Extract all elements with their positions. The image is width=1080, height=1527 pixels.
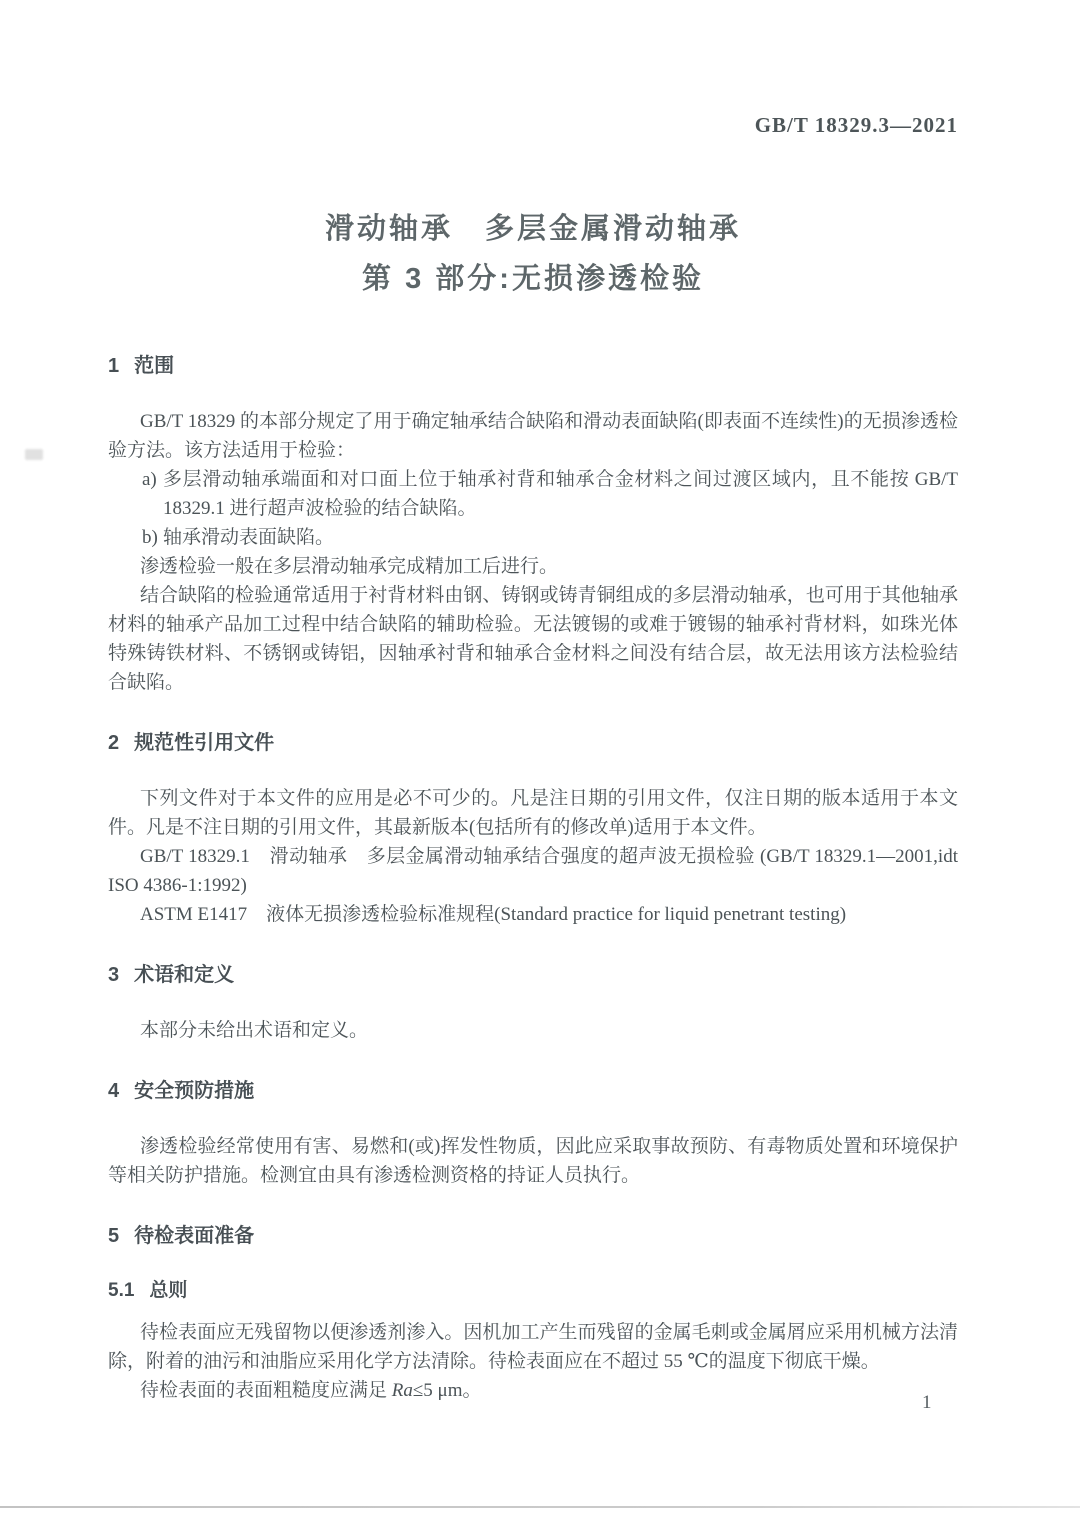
section-normative-references xyxy=(108,730,958,929)
surface-cleaning-paragraph: 待检表面应无残留物以便渗透剂渗入。因机加工产生而残留的金属毛刺或金属屑应采用机械方法清除，附着的油污和油脂应采用化学方法清除。待检表面应在不超过 55 ℃的温度下彻底干燥。 xyxy=(108,1322,958,1372)
section-number: 1 xyxy=(108,355,120,377)
scope-list-item-b xyxy=(108,523,958,552)
list-text-b: 轴承滑动表面缺陷。 xyxy=(163,527,335,548)
section-heading-scope xyxy=(108,353,958,379)
section-title: 安全预防措施 xyxy=(134,1080,255,1102)
section-number: 4 xyxy=(108,1080,120,1102)
section-title: 待检表面准备 xyxy=(134,1225,255,1247)
section-heading-terms xyxy=(108,962,958,988)
section-safety-precautions xyxy=(108,1078,958,1190)
document-title xyxy=(108,204,958,304)
reference-entry-gbt18329-1: GB/T 18329.1 滑动轴承 多层金属滑动轴承结合强度的超声波无损检验 (GB/T 18329.1—2001,idt ISO 4386-1:1992) xyxy=(108,846,958,896)
scope-list-item-a xyxy=(108,465,958,523)
section-number: 2 xyxy=(108,732,120,754)
section-title: 规范性引用文件 xyxy=(134,732,275,754)
roughness-text-prefix: 待检表面的表面粗糙度应满足 xyxy=(140,1380,392,1401)
roughness-variable: Ra xyxy=(391,1380,413,1401)
section-title: 术语和定义 xyxy=(134,964,235,986)
section-surface-preparation xyxy=(108,1223,958,1405)
list-marker-b: b) xyxy=(142,527,158,548)
section-scope xyxy=(108,353,958,697)
section-number: 3 xyxy=(108,964,120,986)
subsection-title: 总则 xyxy=(149,1280,188,1301)
title-line-1: 滑动轴承 多层金属滑动轴承 xyxy=(324,213,741,245)
standard-code: GB/T 18329.3—2021 xyxy=(754,113,958,137)
scan-artifact xyxy=(25,449,43,460)
roughness-requirement xyxy=(108,1376,958,1405)
page-content xyxy=(108,0,958,1405)
subsection-heading-general xyxy=(108,1278,958,1304)
scope-timing-paragraph: 渗透检验一般在多层滑动轴承完成精加工后进行。 xyxy=(140,556,559,577)
section-heading-safety xyxy=(108,1078,958,1104)
subsection-number: 5.1 xyxy=(108,1280,135,1301)
title-line-2: 第 3 部分:无损渗透检验 xyxy=(362,263,704,295)
list-text-a: 多层滑动轴承端面和对口面上位于轴承衬背和轴承合金材料之间过渡区域内，且不能按 GB/T 18329.1 进行超声波检验的结合缺陷。 xyxy=(163,469,958,519)
page-number: 1 xyxy=(922,1392,932,1413)
scope-intro-paragraph: GB/T 18329 的本部分规定了用于确定轴承结合缺陷和滑动表面缺陷(即表面不连续性)的无损渗透检验方法。该方法适用于检验： xyxy=(108,411,958,461)
page-bottom-edge xyxy=(0,1506,1080,1508)
section-terms-definitions xyxy=(108,962,958,1045)
list-marker-a: a) xyxy=(142,469,157,490)
safety-paragraph: 渗透检验经常使用有害、易燃和(或)挥发性物质，因此应采取事故预防、有毒物质处置和环境保护等相关防护措施。检测宜由具有渗透检测资格的持证人员执行。 xyxy=(108,1136,958,1186)
section-heading-surface-preparation xyxy=(108,1223,958,1249)
section-number: 5 xyxy=(108,1225,120,1247)
section-heading-references xyxy=(108,730,958,756)
roughness-text-suffix: ≤5 μm。 xyxy=(412,1380,482,1401)
reference-entry-astm-e1417: ASTM E1417 液体无损渗透检验标准规程(Standard practice for liquid penetrant testing) xyxy=(140,904,847,925)
section-title: 范围 xyxy=(134,355,175,377)
terms-paragraph: 本部分未给出术语和定义。 xyxy=(140,1020,369,1041)
references-intro-paragraph: 下列文件对于本文件的应用是必不可少的。凡是注日期的引用文件，仅注日期的版本适用于本文件。凡是不注日期的引用文件，其最新版本(包括所有的修改单)适用于本文件。 xyxy=(108,788,958,838)
scope-applicability-paragraph: 结合缺陷的检验通常适用于衬背材料由钢、铸钢或铸青铜组成的多层滑动轴承，也可用于其他轴承材料的轴承产品加工过程中结合缺陷的辅助检验。无法镀锡的或难于镀锡的轴承衬背材料，如珠光体特殊铸铁材料、不锈钢或铸铝，因轴承衬背和轴承合金材料之间没有结合层，故无法用该方法检验结合缺陷。 xyxy=(108,585,958,693)
